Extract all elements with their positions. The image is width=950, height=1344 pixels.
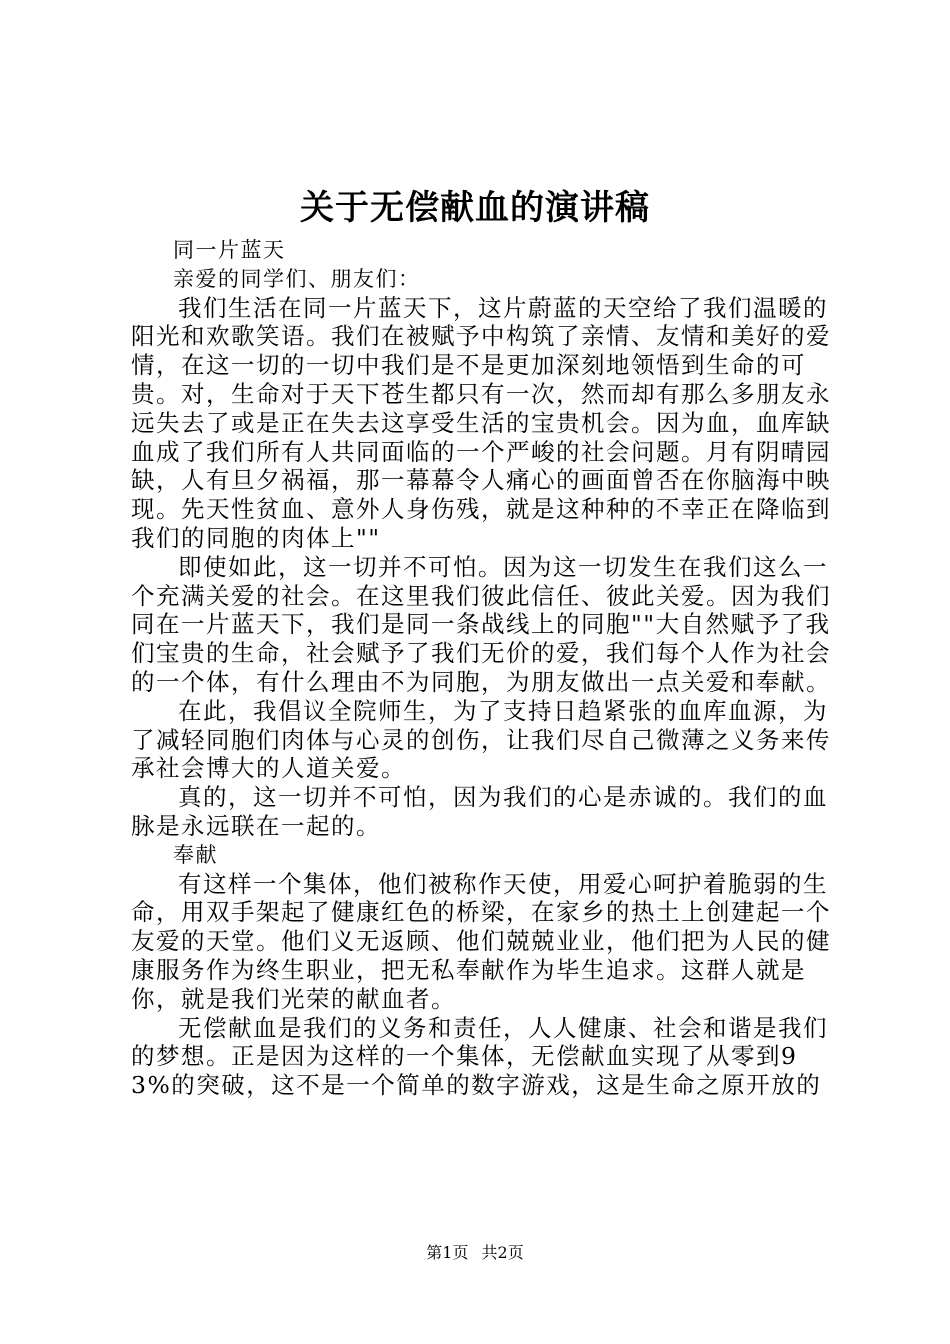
- salutation: 亲爱的同学们、朋友们：: [173, 266, 421, 291]
- document-body: [131, 236, 831, 1100]
- body-paragraph: 我们生活在同一片蓝天下，这片蔚蓝的天空给了我们温暖的阳光和欢歌笑语。我们在被赋予中构筑了亲情、友情和美好的爱情，在这一切的一切中我们是不是更加深刻地领悟到生命的可贵。对，生命对于天下苍生都只有一次，然而却有那么多朋友永远失去了或是正在失去这享受生活的宝贵机会。因为血，血库缺血成了我们所有人共同面临的一个严峻的社会问题。月有阴晴园缺，人有旦夕祸福，那一幕幕令人痛心的画面曾否在你脑海中映现。先天性贫血、意外人身伤残，就是这种种的不幸正在降临到我们的同胞的肉体上"": [131, 293, 831, 552]
- body-paragraph: 有这样一个集体，他们被称作天使，用爱心呵护着脆弱的生命，用双手架起了健康红色的桥梁，在家乡的热土上创建起一个友爱的天堂。他们义无返顾、他们兢兢业业，他们把为人民的健康服务作为终生职业，把无私奉献作为毕生追求。这群人就是你，就是我们光荣的献血者。: [131, 869, 831, 1013]
- body-paragraph: 无偿献血是我们的义务和责任，人人健康、社会和谐是我们的梦想。正是因为这样的一个集体，无偿献血实现了从零到93%的突破，这不是一个简单的数字游戏，这是生命之原开放的: [131, 1013, 828, 1100]
- section-heading: 同一片蓝天: [173, 238, 286, 262]
- page-footer: [0, 1243, 950, 1263]
- body-paragraph: 真的，这一切并不可怕，因为我们的心是赤诚的。我们的血脉是永远联在一起的。: [131, 783, 828, 840]
- page-total: 共2页: [481, 1243, 524, 1262]
- section-heading: 奉献: [173, 842, 218, 867]
- body-paragraph: 即使如此，这一切并不可怕。因为这一切发生在我们这么一个充满关爱的社会。在这里我们彼此信任、彼此关爱。因为我们同在一片蓝天下，我们是同一条战线上的同胞""大自然赋予了我们宝贵的生命，社会赋予了我们无价的爱，我们每个人作为社会的一个体，有什么理由不为同胞，为朋友做出一点关爱和奉献。: [131, 552, 831, 696]
- body-paragraph: 在此，我倡议全院师生，为了支持日趋紧张的血库血源，为了减轻同胞们肉体与心灵的创伤，让我们尽自己微薄之义务来传承社会博大的人道关爱。: [131, 696, 831, 783]
- document-title: 关于无偿献血的演讲稿: [300, 188, 650, 228]
- page-number: 第1页: [426, 1243, 469, 1262]
